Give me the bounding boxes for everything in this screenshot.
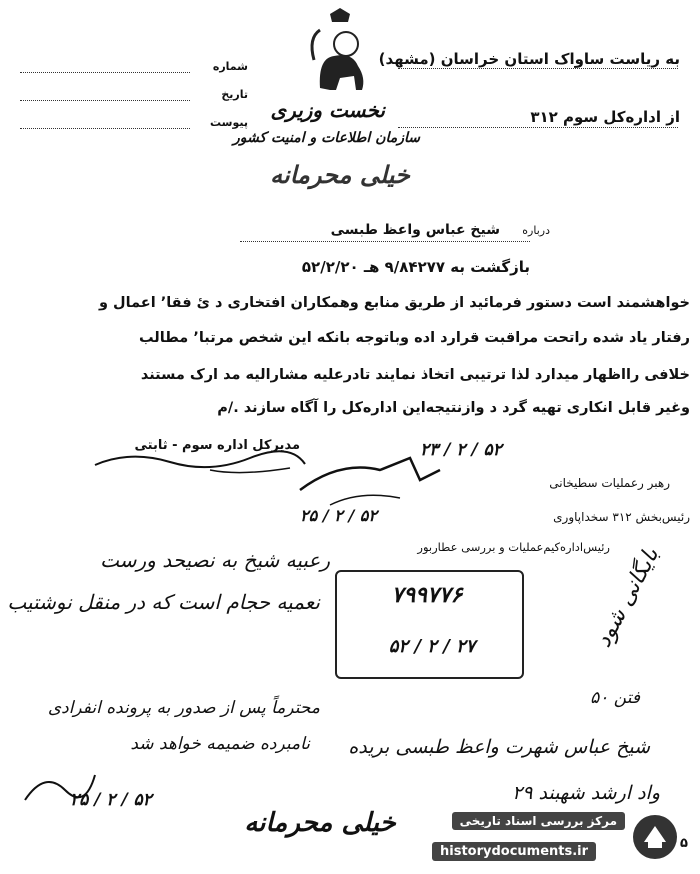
left-margin-note-1: رعبیه شیخ به نصیحد ورست: [100, 548, 330, 572]
date-field-label: تاریخ: [221, 88, 248, 101]
bottom-left-note-2: نامبرده ضمیمه خواهد شد: [130, 734, 310, 754]
approval-mark-icon: [290, 450, 450, 510]
lion-and-sun-emblem-icon: [300, 8, 380, 98]
bottom-right-note-3: واد ارشد شهبند ۲۹: [512, 782, 660, 804]
director-handwritten-date: ۲۳ / ۲ / ۵۲: [420, 440, 502, 460]
section-head-handwritten: ۲۵ / ۲ / ۵۲: [300, 506, 377, 525]
attachment-field-label: پیوست: [210, 116, 248, 129]
ops-head-label: رهبر رعملیات سطیخانی: [549, 476, 670, 490]
archive-watermark: [430, 810, 695, 870]
number-field-label: شماره: [212, 60, 248, 73]
sender-line: از اداره‌کل سوم ۳۱۲: [530, 108, 680, 126]
watermark-title: مرکز بررسی اسناد تاریخی: [452, 812, 625, 830]
body-line-1: خواهشمند است دستور فرمائید از طریق منابع وهمکاران افتخاری د ئ فقا٬ اعمال و: [98, 295, 690, 311]
body-line-2: رفتار یاد شده راتحت مراقبت قرارد اده وباتوجه بانکه این شخص مرتبا٬ مطالب: [138, 330, 690, 346]
recipient-dots: [398, 68, 678, 69]
ops-chief-label: رئیس‌اداره‌کیم‌عملیات و بررسی عطاربور: [417, 540, 610, 554]
director-signature-scribble-icon: [90, 440, 310, 480]
number-field-line: [20, 72, 190, 73]
director-signature-label: مدیرکل اداره سوم - ثابتی: [134, 438, 300, 453]
bottom-left-signature-date: ۲۵ / ۲ / ۵۲: [70, 790, 152, 810]
page-number: ۵: [680, 836, 688, 851]
stamp-date: ۵۲ / ۲ / ۲۷: [388, 636, 476, 657]
subject-dots: [240, 241, 530, 242]
recipient-line: به ریاست ساواک استان خراسان (مشهد): [378, 50, 680, 68]
subject-value: شیخ عباس واعظ طبسی: [330, 222, 500, 238]
left-margin-note-2: نعمیه حجام است که در منقل نوشتیب: [7, 590, 320, 614]
received-stamp: [335, 570, 524, 679]
bottom-left-note-1: محترماً پس از صدور به پرونده انفرادی: [47, 698, 320, 718]
archive-logo-icon: [630, 812, 680, 862]
subject-label: درباره: [522, 224, 550, 237]
bottom-left-signature-icon: [20, 760, 100, 810]
attachment-field-line: [20, 128, 190, 129]
agency-title: سازمان اطلاعات و امنیت کشور: [233, 130, 420, 146]
classification-stamp: خیلی محرمانه: [270, 160, 410, 189]
body-line-4: وغیر قابل انکاری تهیه گرد د وازنتیجه‌این اداره‌کل را آگاه سازند ./م: [217, 400, 690, 416]
right-margin-note: بایگانی شود: [591, 543, 665, 652]
watermark-url: historydocuments.ir: [432, 842, 596, 861]
body-line-3: خلافی رااظهار میدارد لذا ترتیبی اتخاذ نمایند تادرعلیه مشارالیه مد ارک مستند: [140, 367, 690, 383]
reference-line: بازگشت به ۹/۸۴۲۷۷ هـ ۵۲/۲/۲۰: [301, 258, 530, 276]
ministry-title: نخست وزیری: [270, 98, 385, 122]
bottom-right-note-2: شیخ عباس شهرت واعظ طبسی بریده: [348, 736, 650, 758]
bottom-classification-stamp: خیلی محرمانه: [244, 808, 396, 838]
bottom-right-note-1: فتن ۵۰: [590, 688, 640, 708]
sender-dots: [398, 127, 678, 128]
section-head-label: رئیس‌بخش ۳۱۲ سخداپاوری: [553, 510, 690, 524]
stamp-number: ۷۹۹۷۷۶: [391, 582, 463, 608]
date-field-line: [20, 100, 190, 101]
